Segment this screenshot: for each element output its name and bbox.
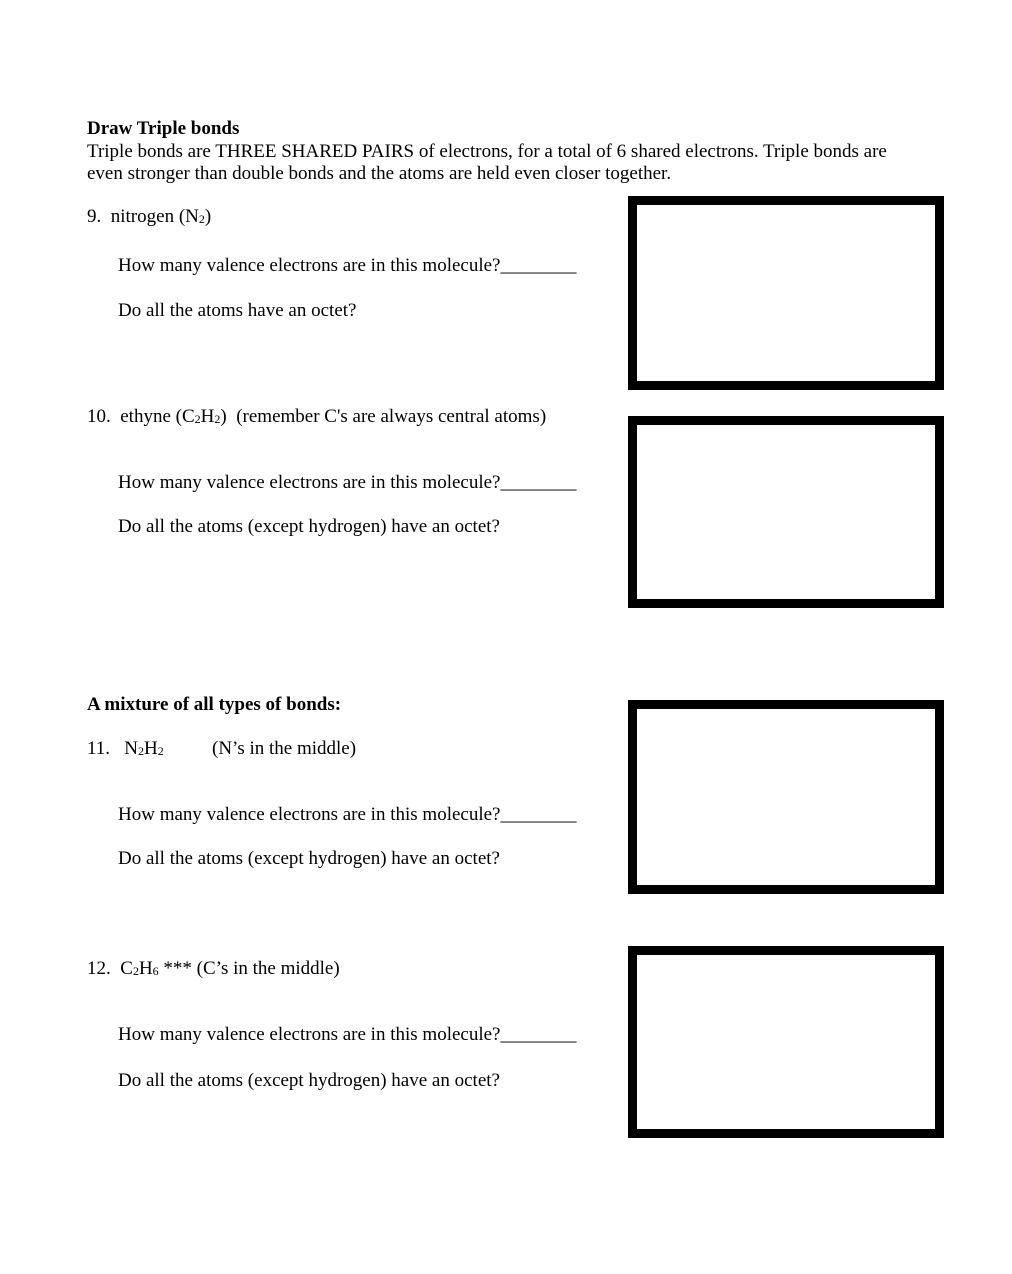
molecule-note: *** (C’s in the middle) — [158, 958, 340, 979]
question-10-octet-prompt: Do all the atoms (except hydrogen) have an octet? — [118, 516, 500, 537]
formula-element: N — [124, 738, 139, 759]
triple-bonds-intro: Triple bonds are THREE SHARED PAIRS of electrons, for a total of 6 shared electrons. Triple bonds are even stronger than double bonds and the atoms are held even closer together. — [87, 141, 887, 184]
question-number: 11. — [87, 738, 111, 759]
question-12-octet-prompt: Do all the atoms (except hydrogen) have an octet? — [118, 1070, 500, 1091]
question-number: 9. — [87, 206, 102, 227]
subscript: 2 — [198, 212, 205, 226]
answer-box-9[interactable] — [628, 196, 944, 390]
molecule-note: ) (remember C's are always central atoms) — [220, 406, 547, 427]
molecule-close: ) — [204, 206, 212, 227]
molecule-name: nitrogen (N — [110, 206, 199, 227]
answer-box-10[interactable] — [628, 416, 944, 608]
section-heading-triple-bonds: Draw Triple bonds — [87, 118, 240, 139]
question-number: 12. — [87, 958, 111, 979]
question-12-valence-prompt: How many valence electrons are in this molecule?________ — [118, 1024, 577, 1045]
section-heading-mixture: A mixture of all types of bonds: — [87, 694, 342, 715]
answer-box-12[interactable] — [628, 946, 944, 1138]
molecule-name: ethyne (C — [120, 406, 195, 427]
question-number: 10. — [87, 406, 111, 427]
question-9-title — [87, 206, 211, 229]
formula-element: H — [144, 738, 158, 759]
question-10-valence-prompt: How many valence electrons are in this molecule?________ — [118, 472, 577, 493]
subscript: 6 — [152, 964, 159, 978]
question-11-valence-prompt: How many valence electrons are in this molecule?________ — [118, 804, 577, 825]
question-10-title — [87, 406, 546, 429]
formula-element: H — [200, 406, 215, 427]
question-11-octet-prompt: Do all the atoms (except hydrogen) have an octet? — [118, 848, 500, 869]
formula-element: C — [120, 958, 133, 979]
question-11-title — [87, 738, 164, 761]
subscript: 2 — [194, 412, 201, 426]
question-9-valence-prompt: How many valence electrons are in this molecule?________ — [118, 255, 577, 276]
formula-element: H — [138, 958, 153, 979]
question-9-octet-prompt: Do all the atoms have an octet? — [118, 300, 357, 321]
subscript: 2 — [214, 412, 221, 426]
answer-box-11[interactable] — [628, 700, 944, 894]
subscript: 2 — [132, 964, 139, 978]
question-11-note: (N’s in the middle) — [212, 738, 357, 759]
question-12-title — [87, 958, 340, 981]
subscript: 2 — [138, 744, 145, 758]
subscript: 2 — [157, 744, 164, 758]
